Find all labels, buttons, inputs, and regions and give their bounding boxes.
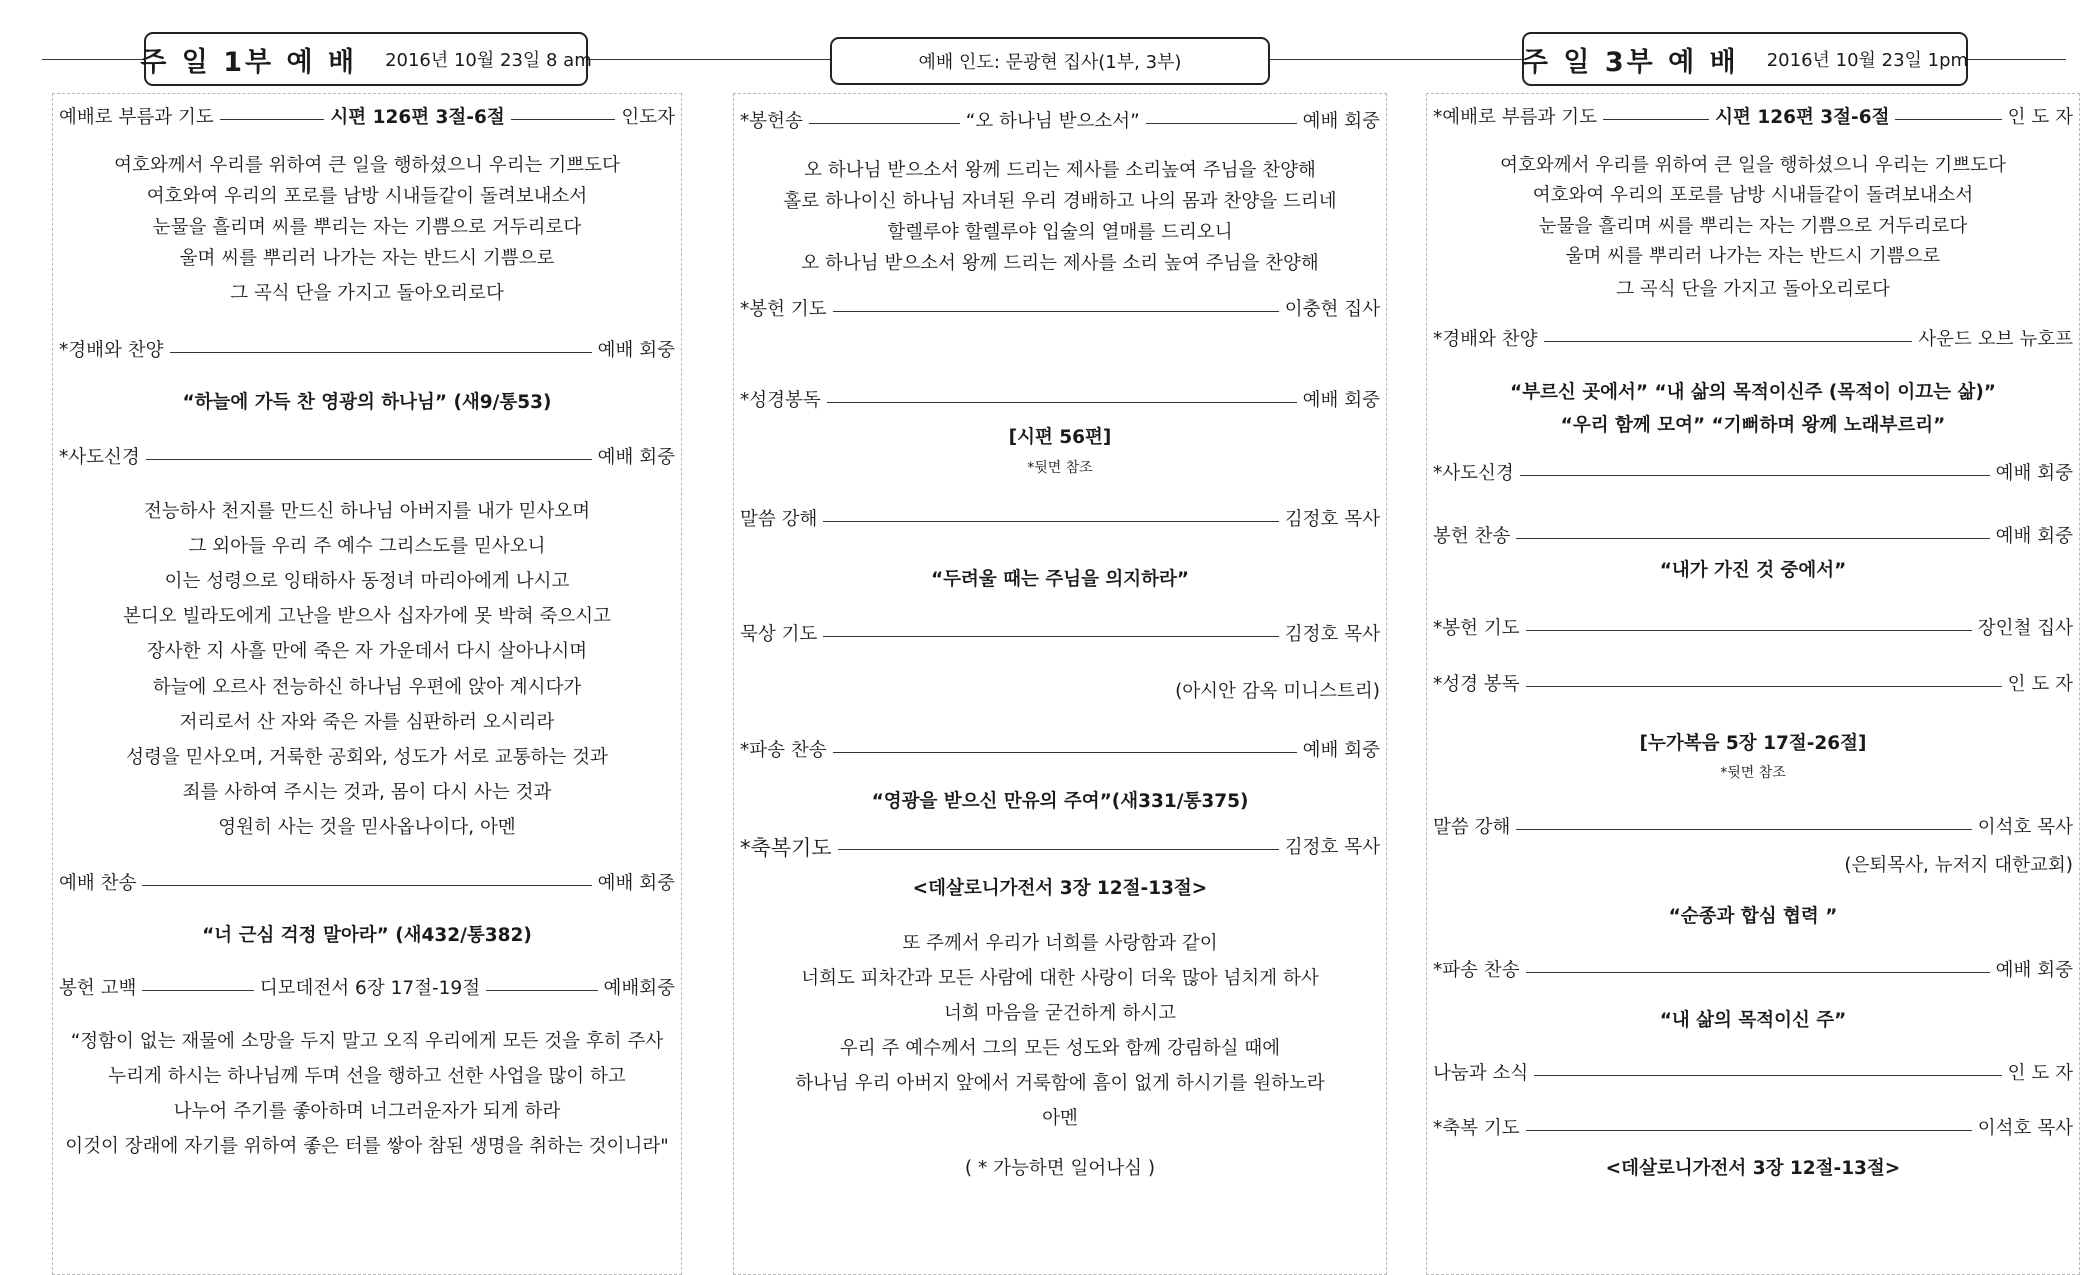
call-line: 여호와여 우리의 포로를 남방 시내들같이 돌려보내소서 — [146, 186, 588, 207]
creed-line: 장사한 지 사흘 만에 죽은 자 가운데서 다시 살아나시며 — [146, 641, 588, 662]
item-leader: 이충현 집사 — [1284, 299, 1380, 320]
service-leader: 예배 인도: 문광현 집사(1부, 3부) — [918, 52, 1182, 73]
hymn-title: “내가 가진 것 중에서” — [1659, 560, 1847, 581]
sending-hymn-row — [740, 739, 1380, 763]
call-line: 여호와께서 우리를 위하여 큰 일을 행하셨으니 우리는 기쁘도다 — [114, 155, 620, 176]
header-rule-left — [42, 59, 144, 60]
hymn-title: “너 근심 걱정 말아라” (새432/통382) — [202, 925, 532, 946]
call-line: 그 곡식 단을 가지고 돌아오리로다 — [1616, 279, 1890, 300]
item-leader: 예배 회중 — [1302, 111, 1380, 132]
item-label: *사도신경 — [1433, 463, 1514, 484]
praise-row — [1433, 328, 2073, 352]
song-line: 오 하나님 받으소서 왕께 드리는 제사를 소리높여 주님을 찬양해 — [804, 160, 1316, 181]
item-leader: 예배 회중 — [1995, 960, 2073, 981]
item-leader: 예배 회중 — [1995, 463, 2073, 484]
creed-line: 이는 성령으로 잉태하사 동정녀 마리아에게 나시고 — [164, 571, 570, 592]
item-leader: 인 도 자 — [2007, 107, 2074, 128]
item-label: *경배와 찬양 — [59, 340, 164, 361]
item-leader: 김정호 목사 — [1284, 509, 1380, 530]
item-label: *파송 찬송 — [1433, 960, 1520, 981]
item-label: *예배로 부름과 기도 — [1433, 107, 1597, 128]
praise-songs: “부르신 곳에서” “내 삶의 목적이신주 (목적이 이끄는 삶)” — [1510, 382, 1996, 403]
stand-note: ( * 가능하면 일어나심 ) — [964, 1158, 1156, 1179]
back-page-note: *뒷면 참조 — [1027, 460, 1093, 476]
benediction-ref: <데살로니가전서 3장 12절-13절> — [912, 878, 1208, 899]
item-label: *경배와 찬양 — [1433, 329, 1538, 350]
offering-line: 이것이 장래에 자기를 위하여 좋은 터를 쌓아 참된 생명을 취하는 것이니라" — [65, 1136, 669, 1157]
item-leader: 김정호 목사 — [1284, 837, 1380, 858]
leader-header — [830, 37, 1270, 85]
item-leader: 예배 회중 — [1302, 390, 1380, 411]
ministry-name: (아시안 감옥 미니스트리) — [1175, 681, 1380, 702]
hymn-title: “영광을 받으신 만유의 주여”(새331/통375) — [871, 791, 1249, 812]
item-leader: 예배회중 — [603, 978, 675, 999]
benediction-ref: <데살로니가전서 3장 12절-13절> — [1605, 1158, 1901, 1179]
scripture-ref: [누가복음 5장 17절-26절] — [1639, 733, 1867, 754]
scripture-reading-row — [740, 389, 1380, 413]
offering-row — [59, 977, 675, 1001]
creed-line: 본디오 빌라도에게 고난을 받으사 십자가에 못 박혀 죽으시고 — [123, 606, 611, 627]
creed-line: 저리로서 산 자와 죽은 자를 심판하러 오시리라 — [179, 712, 555, 733]
item-label: 봉헌 찬송 — [1433, 526, 1511, 547]
offering-line: 누리게 하시는 하나님께 두며 선을 행하고 선한 사업을 많이 하고 — [108, 1066, 626, 1087]
item-leader: 예배 회중 — [1995, 526, 2073, 547]
benediction-line: 너희도 피차간과 모든 사람에 대한 사랑이 더욱 많아 넘치게 하사 — [801, 968, 1319, 989]
service1-column — [52, 93, 682, 1275]
call-line: 눈물을 흘리며 씨를 뿌리는 자는 기쁨으로 거두리로다 — [1538, 216, 1968, 237]
service1-date: 2016년 10월 23일 8 am — [385, 50, 592, 71]
item-leader: 인도자 — [621, 107, 676, 128]
hymn-row — [59, 872, 675, 896]
sermon-title: “두려울 때는 주님을 의지하라” — [930, 569, 1190, 590]
item-leader: 예배 회중 — [1302, 740, 1380, 761]
song-line: 홀로 하나이신 하나님 자녀된 우리 경배하고 나의 몸과 찬양을 드리네 — [783, 191, 1337, 212]
song-title: “오 하나님 받으소서” — [965, 111, 1140, 132]
header-rule-right-mid — [1270, 59, 1523, 60]
item-label: *성경 봉독 — [1433, 674, 1520, 695]
preacher-affiliation: (은퇴목사, 뉴저지 대한교회) — [1844, 855, 2073, 876]
service3-column — [1426, 93, 2080, 1275]
sermon-row — [1433, 816, 2073, 840]
call-line: 울며 씨를 뿌리러 나가는 자는 반드시 기쁨으로 — [1565, 246, 1941, 267]
item-label: *봉헌 기도 — [740, 299, 827, 320]
offering-prayer-row — [1433, 617, 2073, 641]
item-label: 봉헌 고백 — [59, 978, 137, 999]
creed-row — [59, 446, 675, 470]
header-rule-left-mid — [588, 59, 830, 60]
creed-line: 그 외아들 우리 주 예수 그리스도를 믿사오니 — [188, 536, 546, 557]
announcements-row — [1433, 1062, 2073, 1086]
item-label: 예배로 부름과 기도 — [59, 107, 214, 128]
praise-songs: “우리 함께 모여” “기뻐하며 왕께 노래부르리” — [1560, 415, 1946, 436]
call-line: 눈물을 흘리며 씨를 뿌리는 자는 기쁨으로 거두리로다 — [152, 217, 582, 238]
silent-prayer-row — [740, 623, 1380, 647]
creed-line: 하늘에 오르사 전능하신 하나님 우편에 앉아 계시다가 — [152, 677, 582, 698]
offering-song-row — [740, 110, 1380, 134]
sermon-row — [740, 508, 1380, 532]
offering-line: 나누어 주기를 좋아하며 너그러운자가 되게 하라 — [173, 1101, 561, 1122]
offering-line: “정함이 없는 재물에 소망을 두지 말고 오직 우리에게 모든 것을 후히 주사 — [70, 1031, 664, 1052]
item-leader: 예배 회중 — [597, 873, 675, 894]
item-label: 말씀 강해 — [1433, 817, 1511, 838]
benediction-line: 우리 주 예수께서 그의 모든 성도와 함께 강림하실 때에 — [839, 1038, 1281, 1059]
item-leader: 인 도 자 — [2007, 1063, 2073, 1084]
benediction-line: 하나님 우리 아버지 앞에서 거룩함에 흠이 없게 하시기를 원하노라 — [795, 1073, 1325, 1094]
call-line: 울며 씨를 뿌리러 나가는 자는 반드시 기쁨으로 — [179, 248, 555, 269]
item-label: 말씀 강해 — [740, 509, 818, 530]
offering-hymn-row — [1433, 525, 2073, 549]
item-leader: 사운드 오브 뉴호프 — [1918, 329, 2073, 350]
scripture-ref: 디모데전서 6장 17절-19절 — [259, 978, 481, 999]
service1-title: 주 일 1부 예 배 — [140, 46, 358, 78]
item-label: 나눔과 소식 — [1433, 1063, 1529, 1084]
back-page-note: *뒷면 참조 — [1720, 765, 1786, 781]
service3-date: 2016년 10월 23일 1pm — [1766, 50, 1969, 71]
offering-prayer-row — [740, 298, 1380, 322]
scripture-ref: 시편 126편 3절-6절 — [1715, 107, 1890, 128]
scripture-ref: 시편 126편 3절-6절 — [330, 107, 505, 128]
creed-line: 죄를 사하여 주시는 것과, 몸이 다시 사는 것과 — [182, 782, 552, 803]
item-leader: 이석호 목사 — [1977, 1118, 2073, 1139]
scripture-ref: [시편 56편] — [1008, 427, 1112, 448]
item-label: 묵상 기도 — [740, 624, 818, 645]
scripture-reading-row — [1433, 673, 2073, 697]
item-label: *축복 기도 — [1433, 1118, 1520, 1139]
item-label: *성경봉독 — [740, 390, 821, 411]
benediction-row — [740, 836, 1380, 860]
item-label: 예배 찬송 — [59, 873, 137, 894]
call-line: 여호와여 우리의 포로를 남방 시내들같이 돌려보내소서 — [1532, 185, 1974, 206]
creed-row — [1433, 462, 2073, 486]
item-leader: 인 도 자 — [2007, 674, 2073, 695]
item-label: *파송 찬송 — [740, 740, 827, 761]
item-label: *축복기도 — [740, 836, 832, 860]
creed-line: 성령을 믿사오며, 거룩한 공회와, 성도가 서로 교통하는 것과 — [126, 747, 608, 768]
benediction-line: 또 주께서 우리가 너희를 사랑함과 같이 — [902, 933, 1218, 954]
benediction-row — [1433, 1117, 2073, 1141]
praise-row — [59, 339, 675, 363]
song-line: 할렐루야 할렐루야 입술의 열매를 드리오니 — [887, 222, 1233, 243]
item-leader: 예배 회중 — [597, 340, 675, 361]
song-line: 오 하나님 받으소서 왕께 드리는 제사를 소리 높여 주님을 찬양해 — [801, 253, 1319, 274]
header-rule-right — [1968, 59, 2066, 60]
hymn-title: “내 삶의 목적이신 주” — [1659, 1010, 1847, 1031]
benediction-line: 너희 마음을 굳건하게 하시고 — [943, 1003, 1177, 1024]
benediction-line: 아멘 — [1042, 1108, 1078, 1129]
sending-hymn-row — [1433, 959, 2073, 983]
item-leader: 장인철 집사 — [1977, 618, 2073, 639]
call-to-worship-row — [59, 106, 675, 130]
creed-line: 영원히 사는 것을 믿사옵나이다, 아멘 — [218, 817, 516, 838]
service3-header — [1522, 32, 1968, 86]
hymn-title: “하늘에 가득 찬 영광의 하나님” (새9/통53) — [182, 392, 552, 413]
item-label: *사도신경 — [59, 447, 140, 468]
service3-title: 주 일 3부 예 배 — [1521, 46, 1739, 78]
item-leader: 예배 회중 — [597, 447, 675, 468]
service1-header — [140, 32, 592, 86]
item-leader: 이석호 목사 — [1977, 817, 2073, 838]
call-line: 여호와께서 우리를 위하여 큰 일을 행하셨으니 우리는 기쁘도다 — [1500, 155, 2006, 176]
sermon-title: “순종과 합심 협력 ” — [1668, 906, 1838, 927]
creed-line: 전능하사 천지를 만드신 하나님 아버지를 내가 믿사오며 — [143, 501, 591, 522]
order-of-service-column — [733, 93, 1387, 1275]
item-label: *봉헌 기도 — [1433, 618, 1520, 639]
item-label: *봉헌송 — [740, 111, 803, 132]
item-leader: 김정호 목사 — [1284, 624, 1380, 645]
call-to-worship-row — [1433, 106, 2073, 130]
call-line: 그 곡식 단을 가지고 돌아오리로다 — [230, 283, 504, 304]
